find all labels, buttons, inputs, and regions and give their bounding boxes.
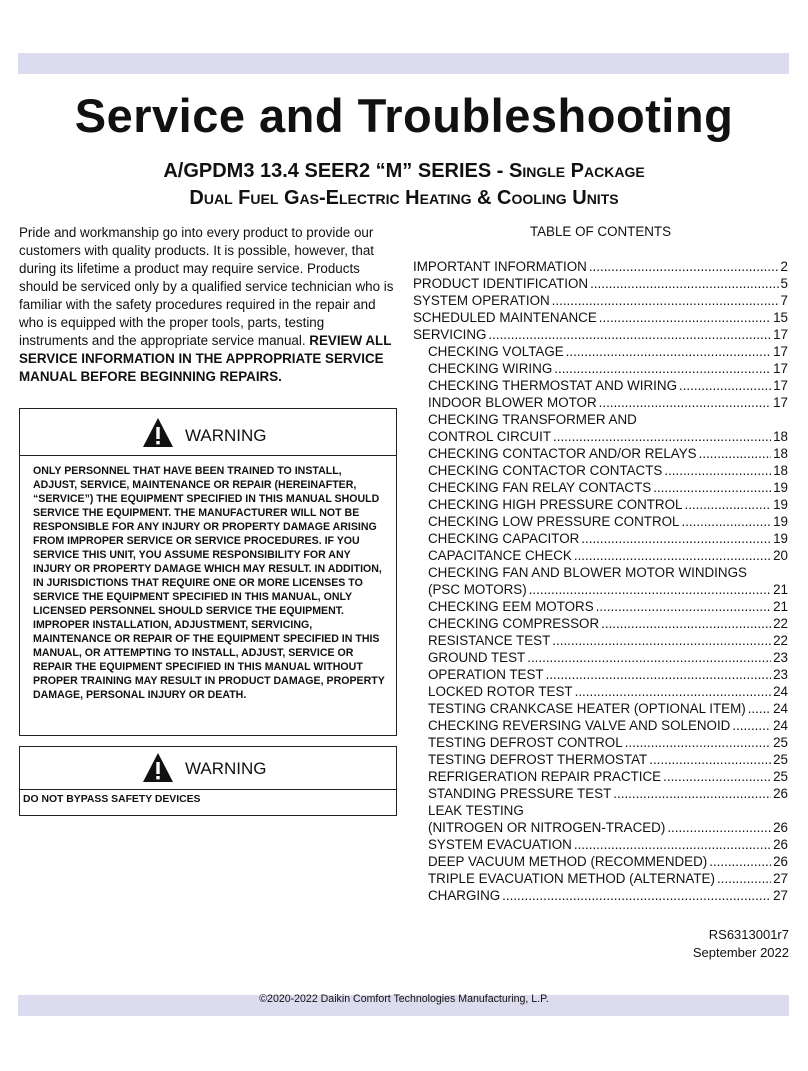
toc-leader-dots: [552, 632, 771, 649]
toc-entry[interactable]: [413, 785, 788, 802]
toc-entry[interactable]: [413, 377, 788, 394]
toc-entry[interactable]: [413, 530, 788, 547]
toc-entry[interactable]: [413, 836, 788, 853]
toc-leader-dots: [664, 462, 771, 479]
toc-entry-label: (NITROGEN OR NITROGEN-TRACED): [428, 820, 666, 835]
toc-leader-dots: [613, 785, 771, 802]
toc-entry-label: CHARGING: [428, 888, 501, 903]
toc-entry[interactable]: [413, 394, 788, 411]
subtitle-line-1: A/GPDM3 13.4 SEER2 “M” SERIES - Single Package: [163, 160, 645, 182]
toc-entry-page: 18: [773, 429, 788, 444]
toc-entry-page: 21: [773, 599, 788, 614]
toc-entry[interactable]: [413, 598, 788, 615]
toc-entry-page: 18: [773, 446, 788, 461]
toc-entry[interactable]: [413, 513, 788, 530]
toc-entry[interactable]: [413, 717, 788, 734]
toc-leader-dots: [681, 513, 771, 530]
toc-leader-dots: [649, 751, 771, 768]
toc-entry[interactable]: [413, 428, 788, 445]
toc-entry-label: SYSTEM OPERATION: [413, 293, 550, 308]
toc-entry-page: 24: [773, 701, 788, 716]
toc-entry-page: 26: [773, 837, 788, 852]
toc-entry[interactable]: [413, 819, 788, 836]
warning-header-2: [20, 747, 396, 790]
toc-entry-page: 19: [773, 497, 788, 512]
toc-entry-label: TRIPLE EVACUATION METHOD (ALTERNATE): [428, 871, 715, 886]
toc-entry-label: CHECKING CONTACTOR AND/OR RELAYS: [428, 446, 697, 461]
toc-entry-page: 25: [773, 752, 788, 767]
toc-entry-label: CHECKING COMPRESSOR: [428, 616, 600, 631]
toc-leader-dots: [599, 309, 771, 326]
toc-entry-page: 26: [773, 820, 788, 835]
toc-entry-page: 24: [773, 684, 788, 699]
toc-entry-label: LOCKED ROTOR TEST: [428, 684, 573, 699]
toc-entry-label: IMPORTANT INFORMATION: [413, 259, 587, 274]
toc-leader-dots: [488, 326, 771, 343]
document-number: RS6313001r7: [708, 927, 789, 942]
toc-entry-page: 20: [773, 548, 788, 563]
warning-triangle-icon: [142, 752, 174, 784]
toc-entry-label: REFRIGERATION REPAIR PRACTICE: [428, 769, 662, 784]
toc-entry[interactable]: [413, 343, 788, 360]
toc-entry[interactable]: [413, 700, 788, 717]
toc-entry[interactable]: [413, 479, 788, 496]
toc-entry[interactable]: [413, 734, 788, 751]
page-title: Service and Troubleshooting: [74, 89, 734, 142]
warning-text-2: DO NOT BYPASS SAFETY DEVICES: [23, 794, 201, 805]
toc-entry-page: 23: [773, 667, 788, 682]
toc-entry[interactable]: [413, 615, 788, 632]
toc-entry-label: SCHEDULED MAINTENANCE: [413, 310, 597, 325]
toc-entry-label: CHECKING LOW PRESSURE CONTROL: [428, 514, 680, 529]
toc-entry-label: CONTROL CIRCUIT: [428, 429, 551, 444]
toc-entry-page: 27: [773, 871, 788, 886]
toc-entry[interactable]: [413, 326, 788, 343]
toc-entry[interactable]: [413, 292, 788, 309]
toc-entry-page: 22: [773, 616, 788, 631]
toc-leader-dots: [554, 360, 771, 377]
header-band: [18, 53, 789, 74]
intro-text: Pride and workmanship go into every product to provide our customers with quality products. It is possible, however, that during its lifetime a product may require service. Products should be serviced only by a qualified service technician who is familiar with the safety procedures required in the repair and who is equipped with the proper tools, parts, testing instruments and the appropriate service manual.: [19, 225, 394, 348]
toc-leader-dots: [699, 445, 771, 462]
toc-entry[interactable]: [413, 360, 788, 377]
warning-box-2: [19, 746, 397, 816]
warning-header-1: [20, 409, 396, 456]
toc-entry-label: DEEP VACUUM METHOD (RECOMMENDED): [428, 854, 708, 869]
toc-leader-dots: [529, 581, 771, 598]
toc-entry-label: TESTING DEFROST THERMOSTAT: [428, 752, 648, 767]
toc-leader-dots: [546, 666, 772, 683]
document-date: September 2022: [692, 945, 789, 960]
toc-leader-dots: [679, 377, 771, 394]
toc-entry-label: CHECKING CAPACITOR: [428, 531, 580, 546]
toc-entry-page: 26: [773, 854, 788, 869]
toc-entry-label: CHECKING THERMOSTAT AND WIRING: [428, 378, 677, 393]
toc-leader-dots: [625, 734, 771, 751]
toc-entry-label: LEAK TESTING: [428, 803, 524, 818]
table-of-contents: [413, 258, 788, 904]
toc-entry[interactable]: [413, 887, 788, 904]
toc-leader-dots: [575, 683, 771, 700]
intro-bold-text: REVIEW ALL SERVICE INFORMATION IN THE APPROPRIATE SERVICE MANUAL BEFORE BEGINNING REPAIRS.: [19, 333, 392, 384]
intro-paragraph: [19, 224, 397, 386]
toc-entry[interactable]: [413, 258, 788, 275]
toc-leader-dots: [653, 479, 771, 496]
toc-entry-label: INDOOR BLOWER MOTOR: [428, 395, 597, 410]
toc-entry-page: 2: [780, 259, 788, 274]
toc-entry[interactable]: [413, 309, 788, 326]
toc-entry-label: CHECKING FAN RELAY CONTACTS: [428, 480, 652, 495]
toc-leader-dots: [601, 615, 771, 632]
toc-entry-label: CHECKING WIRING: [428, 361, 553, 376]
toc-entry-label: SYSTEM EVACUATION: [428, 837, 572, 852]
toc-entry-page: 26: [773, 786, 788, 801]
toc-entry[interactable]: [413, 445, 788, 462]
toc-entry-page: 17: [773, 361, 788, 376]
toc-entry-page: 18: [773, 463, 788, 478]
toc-entry-label: CAPACITANCE CHECK: [428, 548, 572, 563]
toc-entry-label: CHECKING FAN AND BLOWER MOTOR WINDINGS: [428, 565, 747, 580]
toc-entry-page: 19: [773, 480, 788, 495]
toc-entry-page: 25: [773, 769, 788, 784]
toc-entry[interactable]: [413, 802, 788, 819]
toc-entry-label: (PSC MOTORS): [428, 582, 527, 597]
toc-title: TABLE OF CONTENTS: [529, 224, 672, 239]
toc-leader-dots: [502, 887, 771, 904]
toc-leader-dots: [667, 819, 771, 836]
toc-entry[interactable]: [413, 581, 788, 598]
toc-entry-label: CHECKING CONTACTOR CONTACTS: [428, 463, 663, 478]
toc-leader-dots: [552, 292, 779, 309]
toc-entry-page: 17: [773, 378, 788, 393]
toc-entry-page: 25: [773, 735, 788, 750]
toc-leader-dots: [663, 768, 771, 785]
toc-entry-label: CHECKING HIGH PRESSURE CONTROL: [428, 497, 683, 512]
toc-entry-page: 19: [773, 531, 788, 546]
toc-entry-page: 19: [773, 514, 788, 529]
toc-leader-dots: [589, 258, 779, 275]
toc-entry[interactable]: [413, 411, 788, 428]
toc-leader-dots: [709, 853, 771, 870]
toc-entry-page: 24: [773, 718, 788, 733]
toc-entry-label: CHECKING TRANSFORMER AND: [428, 412, 637, 427]
warning-triangle-icon: [142, 417, 174, 449]
toc-entry-page: 17: [773, 344, 788, 359]
toc-entry-label: CHECKING EEM MOTORS: [428, 599, 594, 614]
toc-leader-dots: [574, 836, 771, 853]
toc-leader-dots: [566, 343, 771, 360]
toc-leader-dots: [717, 870, 771, 887]
toc-leader-dots: [581, 530, 771, 547]
toc-leader-dots: [574, 547, 771, 564]
toc-entry[interactable]: [413, 768, 788, 785]
toc-entry-page: 5: [780, 276, 788, 291]
toc-entry-label: CHECKING VOLTAGE: [428, 344, 564, 359]
toc-leader-dots: [732, 717, 771, 734]
copyright-notice: ©2020-2022 Daikin Comfort Technologies Manufacturing, L.P.: [259, 993, 549, 1005]
toc-entry-label: OPERATION TEST: [428, 667, 544, 682]
toc-entry[interactable]: [413, 683, 788, 700]
toc-entry-page: 23: [773, 650, 788, 665]
toc-leader-dots: [553, 428, 771, 445]
toc-entry-page: 17: [773, 327, 788, 342]
toc-leader-dots: [684, 496, 771, 513]
warning-text-1: ONLY PERSONNEL THAT HAVE BEEN TRAINED TO INSTALL, ADJUST, SERVICE, MAINTENANCE OR REPAIR (HEREINAFTER, “SERVICE”) THE EQUIPMENT SPECIFIED IN THIS MANUAL SHOULD SERVICE THE EQUIPMENT. THE MANUFACTURER WILL NOT BE RESPONSIBLE FOR ANY INJURY OR PROPERTY DAMAGE ARISING FROM IMPROPER SERVICE OR SERVICE PROCEDURES. IF YOU SERVICE THIS UNIT, YOU ASSUME RESPONSIBILITY FOR ANY INJURY OR PROPERTY DAMAGE WHICH MAY RESULT. IN ADDITION, IN JURISDICTIONS THAT REQUIRE ONE OR MORE LICENSES TO SERVICE THE EQUIPMENT SPECIFIED IN THIS MANUAL, ONLY LICENSED PERSONNEL SHOULD SERVICE THE EQUIPMENT. IMPROPER INSTALLATION, ADJUSTMENT, SERVICING, MAINTENANCE OR REPAIR OF THE EQUIPMENT SPECIFIED IN THIS MANUAL, OR ATTEMPTING TO INSTALL, ADJUST, SERVICE OR REPAIR THE EQUIPMENT SPECIFIED IN THIS MANUAL WITHOUT PROPER TRAINING MAY RESULT IN PRODUCT DAMAGE, PROPERTY DAMAGE, PERSONAL INJURY OR DEATH.: [33, 465, 385, 701]
toc-leader-dots: [599, 394, 771, 411]
toc-entry[interactable]: [413, 666, 788, 683]
toc-entry[interactable]: [413, 853, 788, 870]
toc-entry[interactable]: [413, 649, 788, 666]
toc-entry[interactable]: [413, 632, 788, 649]
toc-entry-page: 15: [773, 310, 788, 325]
subtitle-line-2: Dual Fuel Gas-Electric Heating & Cooling Units: [189, 187, 619, 209]
toc-entry[interactable]: [413, 547, 788, 564]
toc-leader-dots: [527, 649, 771, 666]
toc-entry-page: 17: [773, 395, 788, 410]
toc-entry-page: 7: [780, 293, 788, 308]
toc-entry[interactable]: [413, 751, 788, 768]
toc-entry[interactable]: [413, 496, 788, 513]
toc-leader-dots: [596, 598, 771, 615]
toc-entry[interactable]: [413, 870, 788, 887]
toc-leader-dots: [590, 275, 778, 292]
warning-label-1: WARNING: [185, 426, 267, 445]
toc-entry-page: 22: [773, 633, 788, 648]
toc-entry[interactable]: [413, 462, 788, 479]
toc-entry-page: 21: [773, 582, 788, 597]
toc-entry-label: GROUND TEST: [428, 650, 526, 665]
toc-entry-label: RESISTANCE TEST: [428, 633, 551, 648]
toc-entry-page: 27: [773, 888, 788, 903]
toc-entry-label: PRODUCT IDENTIFICATION: [413, 276, 589, 291]
document-info: [693, 926, 789, 962]
toc-entry-label: SERVICING: [413, 327, 487, 342]
toc-entry-label: TESTING DEFROST CONTROL: [428, 735, 623, 750]
toc-entry[interactable]: [413, 564, 788, 581]
toc-entry-label: TESTING CRANKCASE HEATER (OPTIONAL ITEM): [428, 701, 746, 716]
warning-box-1: [19, 408, 397, 736]
warning-label-2: WARNING: [185, 759, 267, 778]
toc-entry-label: STANDING PRESSURE TEST: [428, 786, 612, 801]
toc-leader-dots: [748, 700, 771, 717]
toc-entry-label: CHECKING REVERSING VALVE AND SOLENOID: [428, 718, 731, 733]
toc-entry[interactable]: [413, 275, 788, 292]
